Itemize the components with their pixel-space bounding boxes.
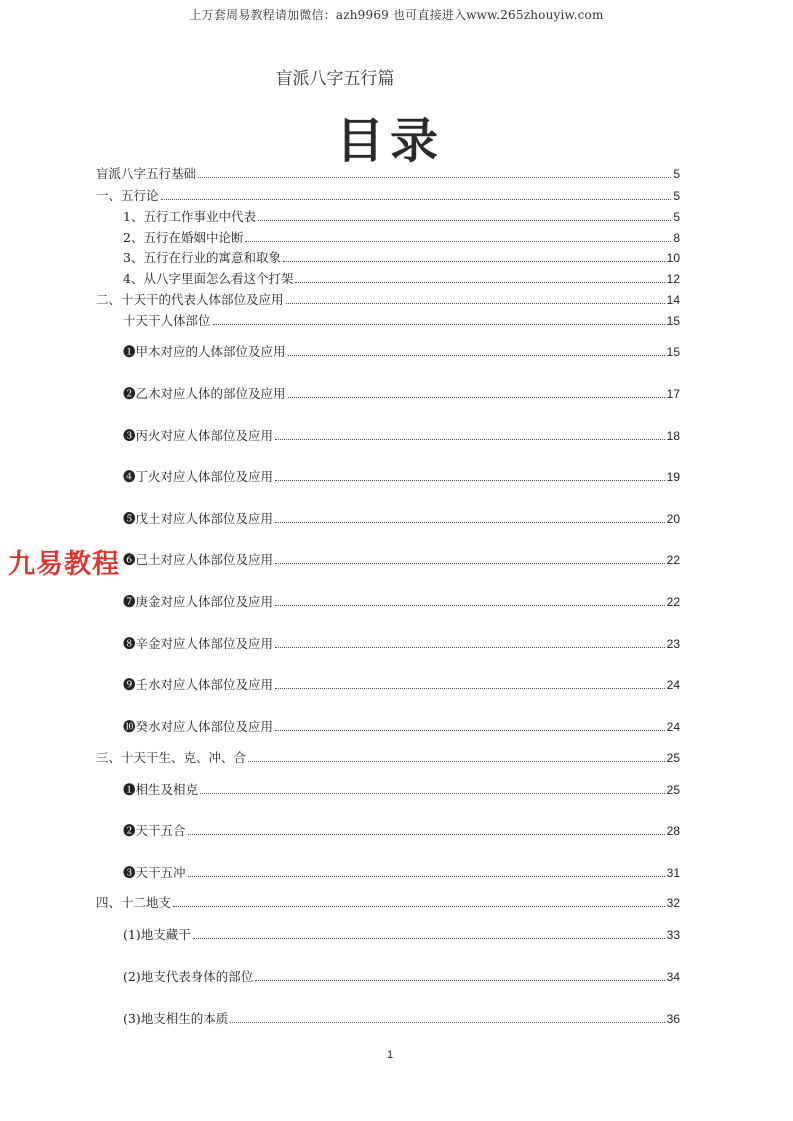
toc-entry[interactable] xyxy=(96,164,680,182)
toc-leader-dots xyxy=(188,876,665,877)
toc-entry-page: 25 xyxy=(666,751,680,765)
toc-entry[interactable] xyxy=(123,248,680,266)
toc-entry[interactable] xyxy=(96,748,680,766)
toc-entry-page: 28 xyxy=(666,824,680,838)
header-notice: 上万套周易教程请加微信：azh9969 也可直接进入www.265zhouyiw.com xyxy=(189,8,604,22)
toc-entry-label: ❶甲木对应的人体部位及应用 xyxy=(123,344,286,359)
toc-entry-label: ❺戊土对应人体部位及应用 xyxy=(123,511,274,526)
toc-entry-page: 5 xyxy=(673,189,680,203)
toc-entry-label: ❷乙木对应人体的部位及应用 xyxy=(123,386,286,401)
toc-entry-page: 22 xyxy=(666,595,680,609)
toc-entry-page: 5 xyxy=(673,210,680,224)
toc-entry[interactable] xyxy=(96,893,680,911)
toc-entry-page: 23 xyxy=(666,637,680,651)
toc-entry-page: 24 xyxy=(666,720,680,734)
toc-entry[interactable] xyxy=(123,967,680,985)
toc-leader-dots xyxy=(193,938,665,939)
toc-entry[interactable] xyxy=(96,290,680,308)
toc-entry[interactable] xyxy=(123,342,680,360)
toc-leader-dots xyxy=(248,761,665,762)
toc-entry-page: 31 xyxy=(666,866,680,880)
toc-entry-label: 四、十二地支 xyxy=(96,895,172,910)
toc-entry[interactable] xyxy=(123,467,680,485)
toc-leader-dots xyxy=(198,177,671,178)
toc-entry-label: (1)地支藏干 xyxy=(123,927,191,942)
toc-leader-dots xyxy=(275,605,665,606)
toc-leader-dots xyxy=(288,355,665,356)
toc-leader-dots xyxy=(275,522,665,523)
toc-entry-label: ❼庚金对应人体部位及应用 xyxy=(123,594,274,609)
toc-entry[interactable] xyxy=(123,550,680,568)
toc-entry-page: 36 xyxy=(666,1012,680,1026)
toc-leader-dots xyxy=(245,241,671,242)
toc-entry-label: 二、十天干的代表人体部位及应用 xyxy=(96,292,284,307)
toc-entry-label: 一、五行论 xyxy=(96,188,159,203)
toc-leader-dots xyxy=(275,439,665,440)
toc-entry-label: ❹丁火对应人体部位及应用 xyxy=(123,469,274,484)
toc-entry-label: 4、从八字里面怎么看这个打架 xyxy=(123,271,294,286)
toc-leader-dots xyxy=(275,730,665,731)
toc-entry-page: 18 xyxy=(666,429,680,443)
toc-leader-dots xyxy=(230,1022,664,1023)
toc-entry[interactable] xyxy=(123,269,680,287)
toc-entry-page: 5 xyxy=(673,167,680,181)
toc-leader-dots xyxy=(258,220,671,221)
toc-leader-dots xyxy=(275,563,665,564)
toc-entry[interactable] xyxy=(123,384,680,402)
toc-entry-page: 25 xyxy=(666,783,680,797)
page-number: 1 xyxy=(386,1049,394,1061)
toc-entry-page: 34 xyxy=(666,970,680,984)
toc-leader-dots xyxy=(275,688,665,689)
toc-entry[interactable] xyxy=(123,1009,680,1027)
toc-entry-label: ❷天干五合 xyxy=(123,823,186,838)
toc-entry[interactable] xyxy=(96,186,680,204)
toc-entry-label: 2、五行在婚姻中论断 xyxy=(123,230,244,245)
toc-leader-dots xyxy=(288,397,665,398)
toc-entry-label: 三、十天干生、克、冲、合 xyxy=(96,750,247,765)
toc-entry-page: 22 xyxy=(666,553,680,567)
toc-entry-label: ❿癸水对应人体部位及应用 xyxy=(123,719,274,734)
toc-entry-page: 20 xyxy=(666,512,680,526)
toc-leader-dots xyxy=(161,199,672,200)
toc-entry[interactable] xyxy=(123,509,680,527)
toc-leader-dots xyxy=(188,834,665,835)
toc-entry-label: 1、五行工作事业中代表 xyxy=(123,209,256,224)
toc-entry-label: ❸天干五冲 xyxy=(123,865,186,880)
toc-entry-label: ❽辛金对应人体部位及应用 xyxy=(123,636,274,651)
toc-entry[interactable] xyxy=(123,592,680,610)
toc-leader-dots xyxy=(275,480,665,481)
toc-entry-label: ❶相生及相克 xyxy=(123,782,199,797)
toc-entry-page: 12 xyxy=(666,272,680,286)
toc-leader-dots xyxy=(255,980,664,981)
toc-leader-dots xyxy=(295,282,664,283)
toc-leader-dots xyxy=(275,647,665,648)
toc-leader-dots xyxy=(173,906,665,907)
toc-entry[interactable] xyxy=(123,228,680,246)
toc-entry-page: 15 xyxy=(666,345,680,359)
toc-entry-page: 33 xyxy=(666,928,680,942)
toc-entry[interactable] xyxy=(123,634,680,652)
toc-entry-label: 十天干人体部位 xyxy=(123,313,211,328)
toc-entry-page: 19 xyxy=(666,470,680,484)
toc-entry-page: 8 xyxy=(673,231,680,245)
toc-entry[interactable] xyxy=(123,675,680,693)
toc-entry[interactable] xyxy=(123,780,680,798)
watermark-logo: 九易教程 xyxy=(8,542,120,581)
toc-entry-page: 14 xyxy=(666,293,680,307)
toc-entry-label: (3)地支相生的本质 xyxy=(123,1011,229,1026)
toc-entry-label: 3、五行在行业的寓意和取象 xyxy=(123,250,281,265)
toc-entry[interactable] xyxy=(123,426,680,444)
toc-entry-page: 15 xyxy=(666,314,680,328)
toc-entry[interactable] xyxy=(123,863,680,881)
toc-entry-label: (2)地支代表身体的部位 xyxy=(123,969,254,984)
toc-leader-dots xyxy=(286,303,665,304)
toc-entry[interactable] xyxy=(123,925,680,943)
toc-entry-label: ❸丙火对应人体部位及应用 xyxy=(123,428,274,443)
toc-entry-page: 24 xyxy=(666,678,680,692)
document-title: 盲派八字五行篇 xyxy=(275,69,395,89)
toc-heading: 目录 xyxy=(335,113,444,169)
toc-leader-dots xyxy=(213,324,665,325)
toc-entry-page: 10 xyxy=(666,251,680,265)
toc-entry[interactable] xyxy=(123,717,680,735)
toc-entry-label: ❾壬水对应人体部位及应用 xyxy=(123,677,274,692)
toc-entry-page: 32 xyxy=(666,896,680,910)
toc-entry[interactable] xyxy=(123,311,680,329)
toc-entry-label: ❻己土对应人体部位及应用 xyxy=(123,552,274,567)
toc-leader-dots xyxy=(200,793,665,794)
toc-entry-label: 盲派八字五行基础 xyxy=(96,166,197,181)
toc-entry[interactable] xyxy=(123,821,680,839)
toc-leader-dots xyxy=(283,261,665,262)
toc-entry[interactable] xyxy=(123,207,680,225)
toc-entry-page: 17 xyxy=(666,387,680,401)
